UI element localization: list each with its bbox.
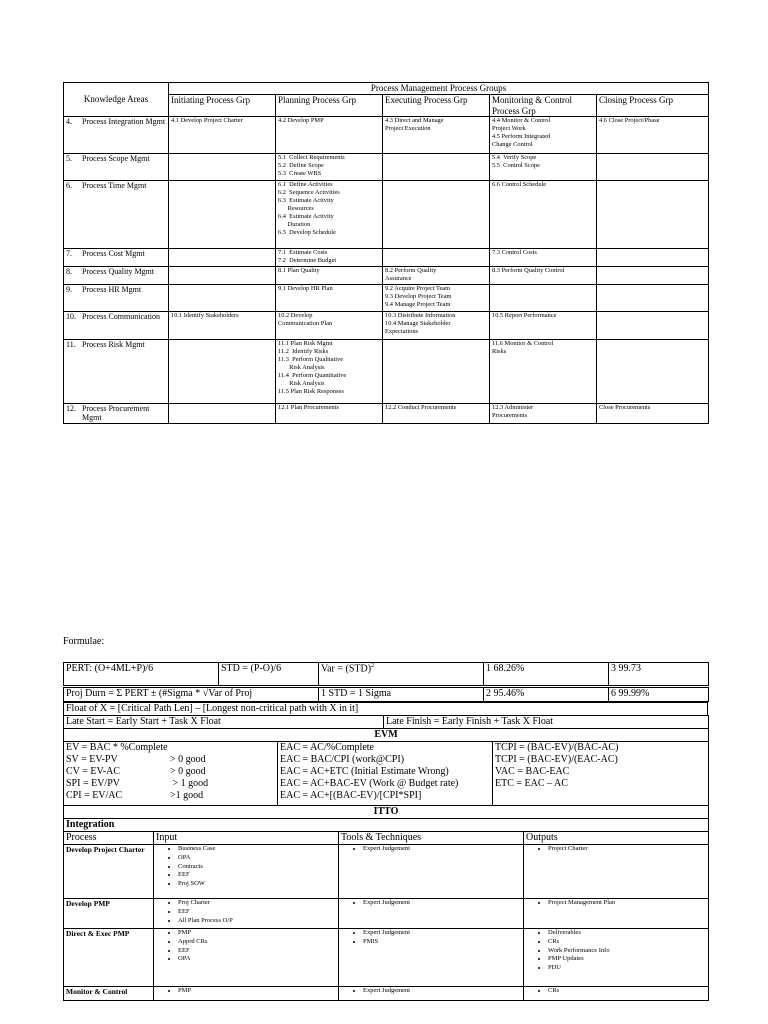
process-line: 9.1 Develop HR Plan: [278, 285, 333, 293]
formulae-label: Formulae:: [63, 636, 105, 647]
evm-formula: [66, 766, 275, 778]
itto-inputs-list: [156, 845, 336, 889]
knowledge-area-label: Process Cost Mgmt: [82, 249, 145, 259]
itto-list-item: • Contracts: [178, 863, 336, 872]
itto-header: Input: [154, 832, 339, 845]
process-cell: [597, 312, 709, 340]
process-cell: [490, 340, 597, 404]
itto-list-item: • OPA: [178, 955, 336, 964]
knowledge-area-number: 11.: [66, 340, 76, 350]
process-line: 7.3 Control Costs: [492, 249, 537, 257]
std-formula: STD = (P-O)/6: [219, 663, 319, 686]
process-line: Project Execution: [385, 125, 431, 133]
evm-formula-note: >1 good: [170, 790, 204, 801]
process-line: 12.3 Administer: [492, 404, 534, 412]
itto-outputs-cell: [524, 987, 709, 1001]
process-cell: [597, 340, 709, 404]
process-cell: [383, 117, 490, 154]
process-line: 10.1 Identify Stakeholders: [171, 312, 239, 320]
itto-inputs-list: [156, 987, 336, 996]
process-cell: [169, 154, 276, 181]
process-cell: [383, 249, 490, 267]
process-line: Expectations: [385, 328, 419, 336]
process-cell: [383, 154, 490, 181]
process-line: 4.2 Develop PMP: [278, 117, 324, 125]
itto-outputs-list: [526, 987, 706, 996]
itto-list-item: • Deliverables: [548, 929, 706, 938]
itto-outputs-cell: [524, 845, 709, 899]
process-cell: [276, 312, 383, 340]
process-line: 11.2 Identify Risks: [278, 348, 329, 356]
float-table: [63, 702, 708, 716]
process-line: 6.5 Develop Schedule: [278, 229, 336, 237]
process-line: 4.3 Direct and Manage: [385, 117, 444, 125]
sigma-1: 1 68.26%: [484, 663, 609, 686]
process-cell: [276, 267, 383, 285]
process-line: 5.4 Verify Scope: [492, 154, 537, 162]
knowledge-area-label: Process Risk Mgmt: [82, 340, 145, 350]
itto-outputs-cell: [524, 929, 709, 987]
itto-list-item: • PDU: [548, 964, 706, 973]
process-line: 6.3 Estimate Activity: [278, 197, 334, 205]
itto-tools-list: [341, 845, 521, 854]
process-line: 11.5 Plan Risk Responses: [278, 388, 344, 396]
evm-formula: VAC = BAC-EAC: [495, 766, 570, 777]
late-finish: Late Finish = Early Finish + Task X Float: [384, 716, 709, 729]
knowledge-area-label: Process Integration Mgmt: [82, 117, 166, 127]
late-start: Late Start = Early Start + Task X Float: [64, 716, 384, 729]
late-table: [63, 715, 709, 729]
process-cell: [169, 340, 276, 404]
process-line: 10.2 Develop: [278, 312, 313, 320]
process-cell: [169, 312, 276, 340]
process-line: 5.2 Define Scope: [278, 162, 324, 170]
process-cell: [597, 267, 709, 285]
itto-list-item: • Apprd CRs: [178, 938, 336, 947]
itto-row: [64, 987, 709, 1001]
knowledge-area-label: Process Time Mgmt: [82, 181, 147, 191]
process-line: 5.3 Create WBS: [278, 170, 322, 178]
itto-list-item: • Proj SOW: [178, 880, 336, 889]
process-line: 11.3 Perform Qualitative: [278, 356, 344, 364]
sigma-2: 2 95.46%: [484, 688, 609, 702]
process-cell: [490, 249, 597, 267]
knowledge-area-number: 5.: [66, 154, 72, 164]
knowledge-area-label: Process Quality Mgmt: [82, 267, 154, 277]
process-cell: [383, 181, 490, 249]
process-line: Risks: [492, 348, 507, 356]
itto-outputs-list: [526, 899, 706, 908]
itto-outputs-list: [526, 845, 706, 854]
pert-table: [63, 662, 709, 686]
process-cell: [383, 340, 490, 404]
itto-process-name: Develop Project Charter: [64, 845, 154, 899]
process-line: Risk Analysis: [278, 380, 325, 388]
itto-list-item: • Business Case: [178, 845, 336, 854]
evm-formula: EAC = BAC/CPI (work@CPI): [280, 754, 405, 765]
process-line: 10.4 Manage Stakeholder: [385, 320, 451, 328]
process-cell: [169, 267, 276, 285]
evm-formula: [66, 778, 275, 790]
process-line: 4.6 Close Project/Phase: [599, 117, 660, 125]
itto-process-name: Develop PMP: [64, 899, 154, 929]
itto-list-item: • EEF: [178, 908, 336, 917]
itto-inputs-cell: [154, 987, 339, 1001]
itto-tools-cell: [339, 899, 524, 929]
process-cell: [383, 404, 490, 424]
sigma-3: 3 99.73: [609, 663, 709, 686]
process-line: 6.2 Sequence Activities: [278, 189, 340, 197]
itto-inputs-cell: [154, 899, 339, 929]
process-line: 4.5 Perform Integrated: [492, 133, 551, 141]
process-cell: [490, 117, 597, 154]
proj-durn-table: [63, 687, 709, 702]
evm-formula: TCPI = (BAC-EV)/(BAC-AC): [495, 742, 619, 753]
process-line: 12.1 Plan Procurements: [278, 404, 339, 412]
process-group-header: Initiating Process Grp: [169, 95, 276, 117]
knowledge-areas-table: [63, 82, 709, 424]
itto-inputs-cell: [154, 845, 339, 899]
process-cell: [276, 404, 383, 424]
knowledge-area-label: Process Procurement Mgmt: [82, 404, 150, 423]
itto-inputs-list: [156, 929, 336, 964]
itto-row: [64, 929, 709, 987]
knowledge-area-row: [64, 267, 709, 285]
itto-row: [64, 899, 709, 929]
process-line: Change Control: [492, 141, 533, 149]
evm-formula-text: CV = EV-AC: [66, 766, 120, 777]
process-line: Duration: [278, 221, 311, 229]
itto-header: Process: [64, 832, 154, 845]
knowledge-area-cell: [64, 340, 169, 404]
evm-formula: EAC = AC+[(BAC-EV)/[CPI*SPI]: [280, 790, 422, 801]
sigma-6: 6 99.99%: [609, 688, 709, 702]
knowledge-area-cell: [64, 154, 169, 181]
itto-outputs-list: [526, 929, 706, 973]
process-line: 7.1 Estimate Costs: [278, 249, 328, 257]
process-cell: [490, 181, 597, 249]
knowledge-area-label: Process Scope Mgmt: [82, 154, 150, 164]
process-cell: [597, 285, 709, 312]
itto-list-item: • CRs: [548, 938, 706, 947]
knowledge-area-number: 9.: [66, 285, 72, 295]
process-cell: [490, 312, 597, 340]
process-line: 5.1 Collect Requirements: [278, 154, 345, 162]
knowledge-area-cell: [64, 404, 169, 424]
process-line: Communication Plan: [278, 320, 333, 328]
knowledge-area-number: 10.: [66, 312, 76, 322]
itto-list-item: • Work Performance Info: [548, 947, 706, 956]
itto-process-name: Monitor & Control: [64, 987, 154, 1001]
evm-formula-note: > 0 good: [170, 766, 206, 777]
itto-list-item: • PMP: [178, 929, 336, 938]
evm-formula: [66, 742, 275, 754]
knowledge-area-row: [64, 249, 709, 267]
itto-list-item: • EEF: [178, 947, 336, 956]
itto-list-item: • Proj Charter: [178, 899, 336, 908]
process-cell: [169, 181, 276, 249]
knowledge-area-cell: [64, 249, 169, 267]
process-line: 11.6 Monitor & Control: [492, 340, 554, 348]
process-cell: [276, 154, 383, 181]
process-cell: [169, 249, 276, 267]
itto-tools-list: [341, 929, 521, 947]
knowledge-area-row: [64, 154, 709, 181]
itto-tools-cell: [339, 845, 524, 899]
knowledge-areas-header: Knowledge Areas: [64, 83, 169, 117]
process-cell: [597, 117, 709, 154]
evm-formula-text: CPI = EV/AC: [66, 790, 123, 801]
process-cell: [490, 267, 597, 285]
process-line: 4.4 Monitor & Control: [492, 117, 551, 125]
float-formula: Float of X = [Critical Path Len] – [Longest non-critical path with X in it]: [64, 703, 708, 716]
process-group-header: Executing Process Grp: [383, 95, 490, 117]
evm-formula-text: SV = EV-PV: [66, 754, 118, 765]
knowledge-area-cell: [64, 267, 169, 285]
knowledge-area-row: [64, 312, 709, 340]
process-cell: [490, 285, 597, 312]
itto-row: [64, 845, 709, 899]
process-cell: [169, 404, 276, 424]
itto-list-item: • Expert Judgement: [363, 845, 521, 854]
itto-tools-list: [341, 987, 521, 996]
evm-title: EVM: [64, 729, 709, 742]
knowledge-area-row: [64, 404, 709, 424]
knowledge-area-number: 7.: [66, 249, 72, 259]
knowledge-area-number: 6.: [66, 181, 72, 191]
proj-durn-formula: Proj Durn = Σ PERT ± (#Sigma * √Var of Proj: [64, 688, 319, 702]
process-cell: [276, 117, 383, 154]
itto-list-item: • Expert Judgement: [363, 899, 521, 908]
knowledge-area-label: Process HR Mgmt: [82, 285, 142, 295]
evm-column-3: [493, 742, 709, 806]
evm-formula: EAC = AC/%Complete: [280, 742, 374, 753]
process-line: Risk Analysis: [278, 364, 325, 372]
knowledge-area-label: Process Communication: [82, 312, 160, 322]
evm-table: [63, 728, 709, 806]
process-cell: [597, 181, 709, 249]
evm-formula: ETC = EAC – AC: [495, 778, 568, 789]
pert-formula: PERT: (O+4ML+P)/6: [64, 663, 219, 686]
knowledge-area-number: 4.: [66, 117, 72, 127]
process-line: 11.1 Plan Risk Mgmt: [278, 340, 333, 348]
process-line: 9.3 Develop Project Team: [385, 293, 452, 301]
process-cell: [597, 249, 709, 267]
itto-tools-cell: [339, 929, 524, 987]
process-cell: [276, 340, 383, 404]
process-cell: [169, 117, 276, 154]
evm-formula: EAC = AC+BAC-EV (Work @ Budget rate): [280, 778, 459, 789]
process-group-header: Monitoring & Control Process Grp: [490, 95, 597, 117]
itto-list-item: • Project Charter: [548, 845, 706, 854]
process-cell: [276, 181, 383, 249]
knowledge-area-cell: [64, 312, 169, 340]
process-cell: [276, 285, 383, 312]
process-line: 11.4 Perform Quantitative: [278, 372, 347, 380]
knowledge-area-row: [64, 181, 709, 249]
itto-tools-cell: [339, 987, 524, 1001]
itto-header: Tools & Techniques: [339, 832, 524, 845]
evm-formula-text: EV = BAC * %Complete: [66, 742, 168, 753]
process-line: Procurements: [492, 412, 528, 420]
process-cell: [490, 154, 597, 181]
process-line: 6.1 Define Activities: [278, 181, 333, 189]
itto-outputs-cell: [524, 899, 709, 929]
process-cell: [169, 285, 276, 312]
itto-table: [63, 805, 709, 1001]
process-cell: [383, 312, 490, 340]
evm-formula-note: > 0 good: [170, 754, 206, 765]
process-group-header: Closing Process Grp: [597, 95, 709, 117]
knowledge-area-row: [64, 340, 709, 404]
itto-process-name: Direct & Exec PMP: [64, 929, 154, 987]
process-line: Close Procurements: [599, 404, 651, 412]
itto-list-item: • Project Management Plan: [548, 899, 706, 908]
evm-formula: TCPI = (BAC-EV)/(EAC-AC): [495, 754, 618, 765]
itto-subtitle: Integration: [64, 819, 709, 832]
process-line: 4.1 Develop Project Charter: [171, 117, 243, 125]
process-line: 6.4 Estimate Activity: [278, 213, 334, 221]
process-line: Assurance: [385, 275, 412, 283]
knowledge-area-cell: [64, 285, 169, 312]
itto-list-item: • Expert Judgement: [363, 929, 521, 938]
process-line: 9.2 Acquire Project Team: [385, 285, 451, 293]
evm-formula-note: > 1 good: [170, 778, 209, 789]
process-cell: [490, 404, 597, 424]
knowledge-area-row: [64, 285, 709, 312]
itto-header: Outputs: [524, 832, 709, 845]
evm-column-1: [64, 742, 278, 806]
process-cell: [597, 404, 709, 424]
process-line: 8.1 Plan Quality: [278, 267, 320, 275]
itto-list-item: • EEF: [178, 871, 336, 880]
process-line: 6.6 Control Schedule: [492, 181, 547, 189]
knowledge-area-number: 8.: [66, 267, 72, 277]
process-cell: [276, 249, 383, 267]
one-std: 1 STD = 1 Sigma: [319, 688, 484, 702]
itto-list-item: • PMP: [178, 987, 336, 996]
itto-inputs-list: [156, 899, 336, 925]
process-line: Project Work: [492, 125, 526, 133]
itto-list-item: • PMP Updates: [548, 955, 706, 964]
process-line: 5.5 Control Scope: [492, 162, 540, 170]
itto-tools-list: [341, 899, 521, 908]
itto-inputs-cell: [154, 929, 339, 987]
evm-column-2: [278, 742, 493, 806]
process-cell: [597, 154, 709, 181]
process-line: Resources: [278, 205, 314, 213]
process-cell: [383, 285, 490, 312]
knowledge-area-cell: [64, 181, 169, 249]
itto-title: ITTO: [64, 806, 709, 819]
process-line: 9.4 Manage Project Team: [385, 301, 451, 309]
knowledge-area-cell: [64, 117, 169, 154]
process-line: 7.2 Determine Budget: [278, 257, 337, 265]
evm-formula: EAC = AC+ETC (Initial Estimate Wrong): [280, 766, 449, 777]
itto-list-item: • CRs: [548, 987, 706, 996]
itto-list-item: • All Plan Process O/P: [178, 917, 336, 926]
itto-list-item: • OPA: [178, 854, 336, 863]
var-formula: Var = (STD)$^2$: [319, 663, 484, 686]
process-groups-title: Process Management Process Groups: [169, 83, 709, 95]
process-line: 8.3 Perform Quality Control: [492, 267, 565, 275]
process-line: 10.5 Report Performance: [492, 312, 557, 320]
evm-formula: [66, 790, 275, 802]
process-group-header: Planning Process Grp: [276, 95, 383, 117]
process-line: 10.3 Distribute Information: [385, 312, 456, 320]
knowledge-area-number: 12.: [66, 404, 76, 414]
itto-list-item: • PMIS: [363, 938, 521, 947]
evm-formula: [66, 754, 275, 766]
process-line: 12.2 Conduct Procurements: [385, 404, 457, 412]
itto-list-item: • Expert Judgement: [363, 987, 521, 996]
knowledge-area-row: [64, 117, 709, 154]
evm-formula-text: SPI = EV/PV: [66, 778, 120, 789]
process-cell: [383, 267, 490, 285]
process-line: 8.2 Perform Quality: [385, 267, 437, 275]
